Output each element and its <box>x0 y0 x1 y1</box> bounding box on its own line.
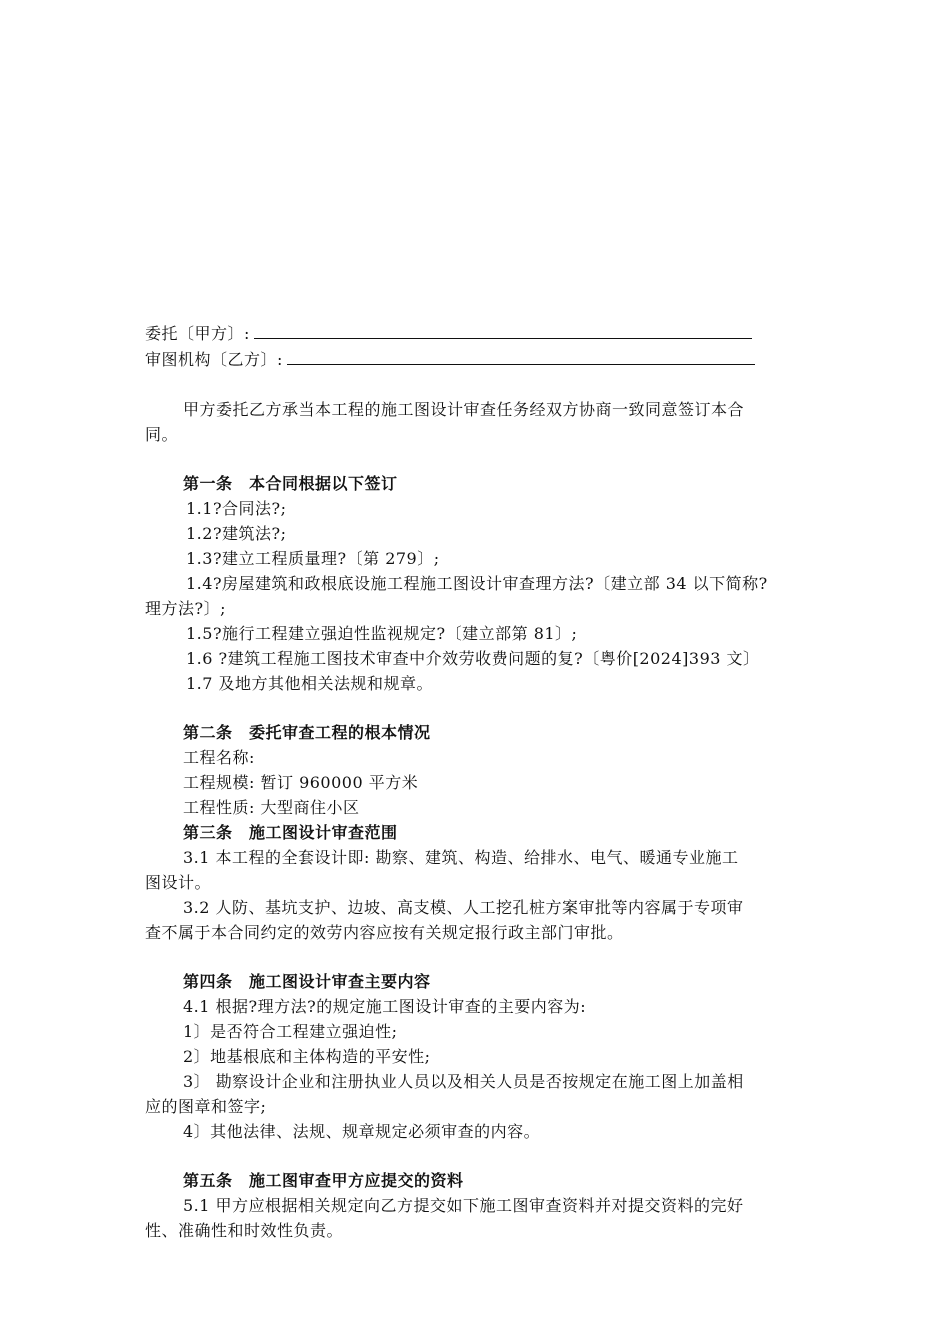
party-b-line <box>145 347 845 372</box>
article4-title: 第四条 施工图设计审查主要内容 <box>183 972 431 991</box>
party-a-line <box>145 321 845 346</box>
article3-item: 图设计。 <box>145 873 212 892</box>
article3-title: 第三条 施工图设计审查范围 <box>183 823 398 842</box>
party-b-label: 审图机构〔乙方〕: <box>145 350 283 369</box>
article4-item: 应的图章和签字; <box>145 1097 267 1116</box>
article4-item: 3〕 勘察设计企业和注册执业人员以及相关人员是否按规定在施工图上加盖相 <box>183 1072 744 1091</box>
article5-item: 5.1 甲方应根据相关规定向乙方提交如下施工图审查资料并对提交资料的完好 <box>183 1196 744 1215</box>
article3-item: 3.1 本工程的全套设计即: 勘察、建筑、构造、给排水、电气、暖通专业施工 <box>183 848 739 867</box>
article4-item: 4.1 根据?理方法?的规定施工图设计审查的主要内容为: <box>183 997 587 1016</box>
article3-item: 3.2 人防、基坑支护、边坡、高支模、人工挖孔桩方案审批等内容属于专项审 <box>183 898 744 917</box>
article1-item: 1.2?建筑法?; <box>186 524 287 543</box>
article1-item: 1.6 ?建筑工程施工图技术审查中介效劳收费问题的复?〔粤价[2024]393 文〕 <box>186 649 760 668</box>
article2-item: 工程名称: <box>183 748 255 767</box>
article2-title: 第二条 委托审查工程的根本情况 <box>183 723 431 742</box>
article4-item: 1〕是否符合工程建立强迫性; <box>183 1022 398 1041</box>
party-b-blank <box>287 348 755 365</box>
article2-item: 工程性质: 大型商住小区 <box>183 798 360 817</box>
intro-line-1: 甲方委托乙方承当本工程的施工图设计审查任务经双方协商一致同意签订本合 <box>183 400 745 419</box>
article1-item: 理方法?〕; <box>145 599 226 618</box>
article1-title: 第一条 本合同根据以下签订 <box>183 474 398 493</box>
article4-item: 4〕其他法律、法规、规章规定必须审查的内容。 <box>183 1122 541 1141</box>
party-a-label: 委托〔甲方〕: <box>145 324 250 343</box>
article1-item: 1.5?施行工程建立强迫性监视规定?〔建立部第 81〕; <box>186 624 578 643</box>
article1-item: 1.4?房屋建筑和政根底设施工程施工图设计审查理方法?〔建立部 34 以下简称? <box>186 574 768 593</box>
article1-item: 1.3?建立工程质量理?〔第 279〕; <box>186 549 440 568</box>
article3-item: 查不属于本合同约定的效劳内容应按有关规定报行政主部门审批。 <box>145 923 624 942</box>
article1-item: 1.7 及地方其他相关法规和规章。 <box>186 674 434 693</box>
article5-item: 性、准确性和时效性负责。 <box>145 1221 344 1240</box>
article2-item: 工程规模: 暂订 960000 平方米 <box>183 773 419 792</box>
article5-title: 第五条 施工图审查甲方应提交的资料 <box>183 1171 464 1190</box>
intro-line-2: 同。 <box>145 425 179 444</box>
article1-item: 1.1?合同法?; <box>186 499 287 518</box>
party-a-blank <box>254 322 752 339</box>
article4-item: 2〕地基根底和主体构造的平安性; <box>183 1047 431 1066</box>
